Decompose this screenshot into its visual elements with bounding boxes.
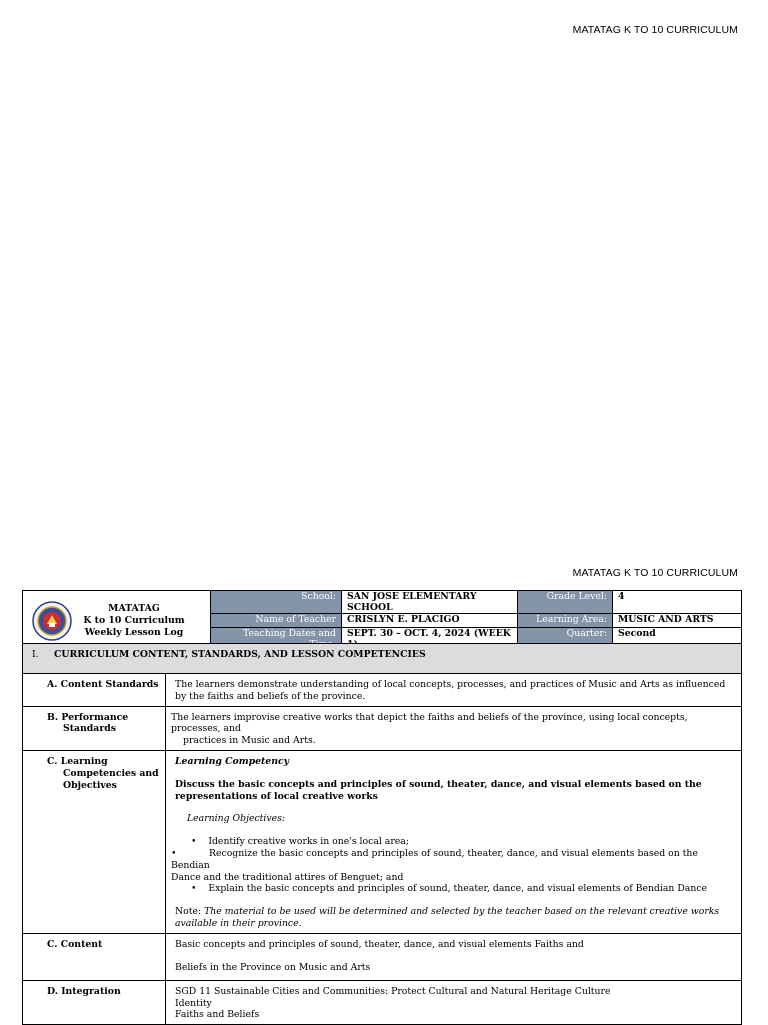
grade-value: 4 bbox=[613, 591, 742, 614]
deped-seal-icon bbox=[32, 601, 72, 641]
curriculum-table bbox=[22, 643, 742, 1025]
page-header-label-2: MATATAG K TO 10 CURRICULUM bbox=[572, 567, 738, 579]
objective-2-cont: Dance and the traditional attires of Benguet; and bbox=[171, 871, 404, 883]
integration-label: D. Integration bbox=[23, 980, 166, 1024]
objective-2: • Recognize the basic concepts and principles of sound, theater, dance, and visual elements based on the Bendian bbox=[171, 847, 698, 871]
quarter-label: Quarter: bbox=[518, 628, 613, 651]
section-title: I. CURRICULUM CONTENT, STANDARDS, AND LESSON COMPETENCIES bbox=[23, 644, 742, 674]
section-row bbox=[23, 644, 742, 674]
objective-1: • Identify creative works in one's local area; bbox=[191, 836, 409, 848]
teacher-value: CRISLYN E. PLACIGO bbox=[342, 614, 518, 628]
content-row bbox=[23, 933, 742, 980]
competency-heading: Learning Competency bbox=[175, 755, 290, 767]
content-text: Basic concepts and principles of sound, theater, dance, and visual elements Faiths and Beliefs in the Province on Music and Arts bbox=[166, 933, 742, 980]
logo-cell bbox=[23, 591, 211, 651]
lesson-info-table bbox=[22, 590, 742, 651]
objective-3: • Explain the basic concepts and principles of sound, theater, dance, and visual elements of Bendian Dance bbox=[191, 883, 708, 895]
content-standards-label: A. Content Standards bbox=[23, 674, 166, 707]
page-header-label: MATATAG K TO 10 CURRICULUM bbox=[572, 24, 738, 36]
competency-text: Discuss the basic concepts and principles of sound, theater, dance, and visual elements based on the representations of local creative works bbox=[175, 778, 702, 802]
school-label: School: bbox=[211, 591, 342, 614]
content-standards-row bbox=[23, 674, 742, 707]
grade-label: Grade Level: bbox=[518, 591, 613, 614]
competencies-text bbox=[166, 750, 742, 933]
school-value: SAN JOSE ELEMENTARY SCHOOL bbox=[342, 591, 518, 614]
brand-title: MATATAG K to 10 Curriculum Weekly Lesson Log bbox=[83, 602, 185, 638]
objectives-heading: Learning Objectives: bbox=[187, 813, 286, 825]
quarter-value: Second bbox=[613, 628, 742, 651]
dates-label: Teaching Dates and bbox=[211, 628, 342, 651]
performance-standards-row bbox=[23, 706, 742, 750]
content-label: C. Content bbox=[23, 933, 166, 980]
performance-standards-label: B. Performance Standards bbox=[23, 706, 166, 750]
competencies-row bbox=[23, 750, 742, 933]
area-value: MUSIC AND ARTS bbox=[613, 614, 742, 628]
integration-row bbox=[23, 980, 742, 1024]
performance-standards-text: The learners improvise creative works that depict the faiths and beliefs of the province, using local concepts, processes, and practices in Music and Arts. bbox=[166, 706, 742, 750]
competencies-label: C. Learning Competencies and Objectives bbox=[23, 750, 166, 933]
integration-text: SGD 11 Sustainable Cities and Communities: Protect Cultural and Natural Heritage Culture Identity Faiths and Beliefs bbox=[166, 980, 742, 1024]
note: Note: The material to be used will be determined and selected by the teacher based on the relevant creative works available in their province. bbox=[175, 906, 720, 929]
teacher-label: Name of Teacher bbox=[211, 614, 342, 628]
content-standards-text: The learners demonstrate understanding of local concepts, processes, and practices of Music and Arts as influenced by the faiths and beliefs of the province. bbox=[166, 674, 742, 707]
dates-value: SEPT. 30 – OCT. 4, 2024 (WEEK bbox=[342, 628, 518, 651]
area-label: Learning Area: bbox=[518, 614, 613, 628]
